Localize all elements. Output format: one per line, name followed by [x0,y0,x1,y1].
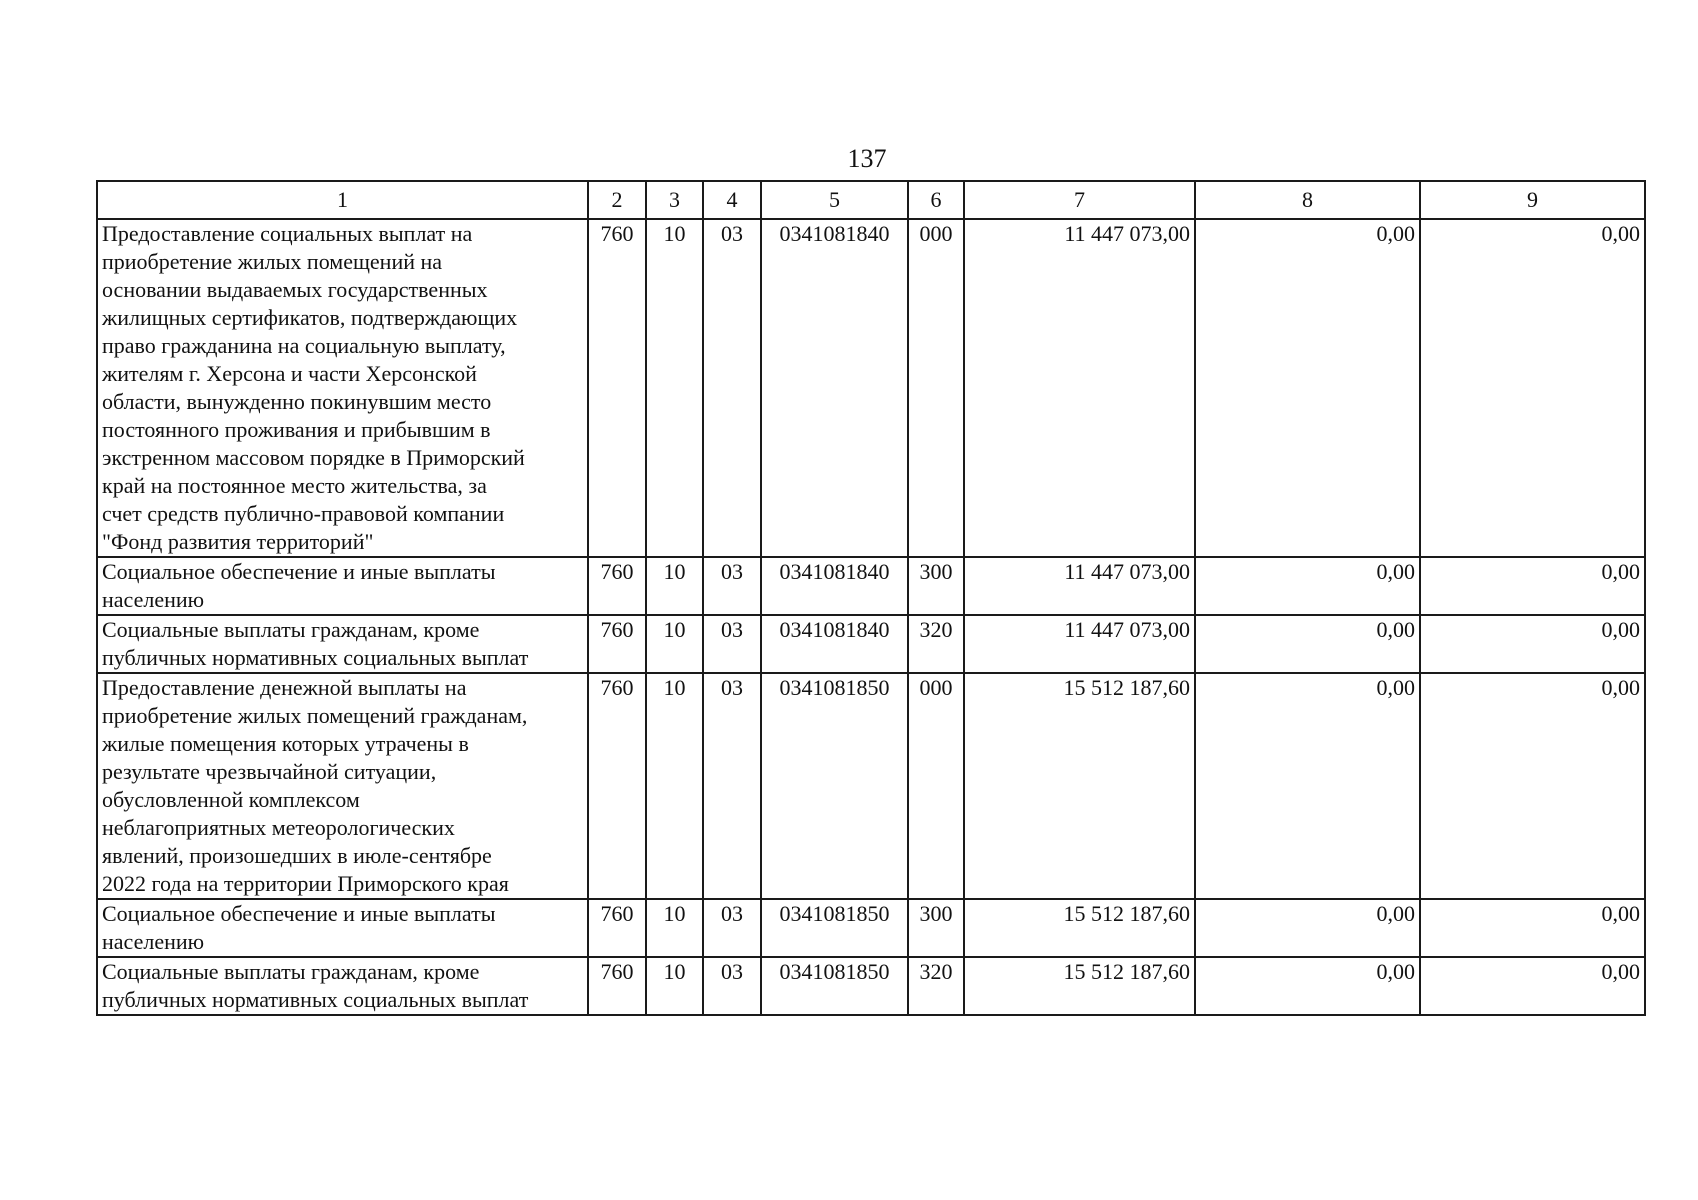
row-amount-8: 0,00 [1195,673,1420,899]
header-row [97,181,1645,219]
row-amount-9: 0,00 [1420,957,1645,1015]
row-code-6: 300 [908,557,964,615]
row-code-3: 10 [646,899,703,957]
row-amount-7: 15 512 187,60 [964,899,1195,957]
row-code-6: 000 [908,673,964,899]
row-code-4: 03 [703,899,761,957]
header-cell-6: 6 [908,181,964,219]
table-row [97,219,1645,557]
row-amount-8: 0,00 [1195,957,1420,1015]
row-code-6: 320 [908,957,964,1015]
row-code-3: 10 [646,615,703,673]
table-row [97,957,1645,1015]
row-code-4: 03 [703,673,761,899]
budget-table [96,180,1646,1016]
row-amount-7: 11 447 073,00 [964,219,1195,557]
row-amount-7: 15 512 187,60 [964,957,1195,1015]
row-code-3: 10 [646,557,703,615]
row-amount-9: 0,00 [1420,673,1645,899]
table-row [97,615,1645,673]
row-amount-7: 11 447 073,00 [964,557,1195,615]
row-amount-8: 0,00 [1195,557,1420,615]
row-code-3: 10 [646,219,703,557]
header-cell-5: 5 [761,181,908,219]
row-name: Социальное обеспечение и иные выплаты населению [97,899,588,957]
row-code-6: 000 [908,219,964,557]
row-code-5: 0341081840 [761,615,908,673]
row-amount-7: 11 447 073,00 [964,615,1195,673]
row-name: Предоставление социальных выплат на приобретение жилых помещений на основании выдаваемых государственных жилищных сертификатов, подтверждающих право гражданина на социальную выплату, жителям г. Херсона и части Херсонской области, вынужденно покинувшим место постоянного проживания и прибывшим в экстренном массовом порядке в Приморский край на постоянное место жительства, за счет средств публично-правовой компании "Фонд развития территорий" [97,219,588,557]
row-amount-8: 0,00 [1195,899,1420,957]
row-code-2: 760 [588,673,646,899]
row-name: Социальные выплаты гражданам, кроме публичных нормативных социальных выплат [97,957,588,1015]
row-code-6: 300 [908,899,964,957]
header-cell-3: 3 [646,181,703,219]
header-cell-8: 8 [1195,181,1420,219]
row-amount-8: 0,00 [1195,615,1420,673]
row-code-4: 03 [703,219,761,557]
row-amount-9: 0,00 [1420,615,1645,673]
row-code-2: 760 [588,615,646,673]
page-number: 137 [847,144,887,173]
header-cell-2: 2 [588,181,646,219]
row-name: Предоставление денежной выплаты на приобретение жилых помещений гражданам, жилые помещения которых утрачены в результате чрезвычайной ситуации, обусловленной комплексом неблагоприятных метеорологических явлений, произошедших в июле-сентябре 2022 года на территории Приморского края [97,673,588,899]
row-code-5: 0341081840 [761,219,908,557]
row-name: Социальное обеспечение и иные выплаты населению [97,557,588,615]
row-amount-9: 0,00 [1420,219,1645,557]
row-code-4: 03 [703,957,761,1015]
row-code-5: 0341081850 [761,899,908,957]
header-cell-7: 7 [964,181,1195,219]
row-code-3: 10 [646,673,703,899]
row-code-6: 320 [908,615,964,673]
row-code-2: 760 [588,219,646,557]
header-cell-1: 1 [97,181,588,219]
row-amount-9: 0,00 [1420,557,1645,615]
header-cell-4: 4 [703,181,761,219]
row-amount-7: 15 512 187,60 [964,673,1195,899]
table-row [97,899,1645,957]
row-amount-8: 0,00 [1195,219,1420,557]
row-code-5: 0341081850 [761,673,908,899]
row-code-2: 760 [588,957,646,1015]
row-code-5: 0341081840 [761,557,908,615]
header-cell-9: 9 [1420,181,1645,219]
row-code-2: 760 [588,899,646,957]
row-code-4: 03 [703,557,761,615]
row-code-3: 10 [646,957,703,1015]
row-name: Социальные выплаты гражданам, кроме публичных нормативных социальных выплат [97,615,588,673]
row-code-5: 0341081850 [761,957,908,1015]
row-code-4: 03 [703,615,761,673]
row-code-2: 760 [588,557,646,615]
table-row [97,557,1645,615]
table-row [97,673,1645,899]
row-amount-9: 0,00 [1420,899,1645,957]
